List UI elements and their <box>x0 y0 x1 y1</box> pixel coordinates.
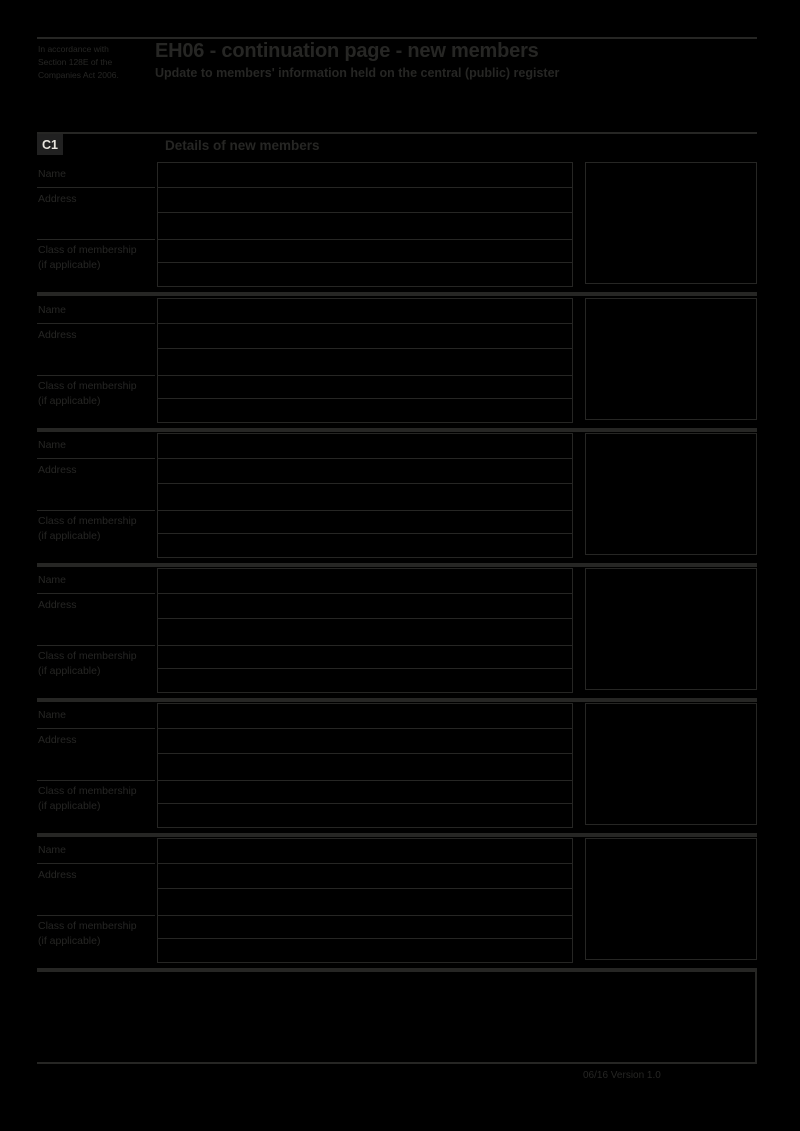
label-column-divider <box>37 375 155 376</box>
member-entry-block <box>0 568 800 704</box>
address-line2-input[interactable] <box>158 349 572 376</box>
block-divider <box>37 968 757 972</box>
name-label: Name <box>38 439 67 451</box>
member-entry-block <box>0 162 800 298</box>
class-of-membership-label-line1: Class of membership <box>38 380 137 392</box>
block-divider <box>37 563 757 567</box>
class-of-membership-label <box>38 243 137 273</box>
member-fields-box <box>157 568 573 693</box>
name-input[interactable] <box>158 704 572 729</box>
version-label: 06/16 Version 1.0 <box>583 1070 661 1081</box>
address-label: Address <box>38 599 77 611</box>
statutory-reference-line: Section 128E of the <box>38 57 113 67</box>
class-of-membership-line2-input[interactable] <box>158 804 572 827</box>
class-of-membership-label <box>38 649 137 679</box>
member-entry-block <box>0 298 800 434</box>
block-divider <box>37 833 757 837</box>
address-label: Address <box>38 869 77 881</box>
class-of-membership-label-line2: (if applicable) <box>38 800 101 812</box>
class-of-membership-label-line2: (if applicable) <box>38 530 101 542</box>
name-input[interactable] <box>158 299 572 324</box>
page-bottom-border <box>37 1062 757 1064</box>
address-line2-input[interactable] <box>158 754 572 781</box>
label-column-divider <box>37 187 155 188</box>
class-of-membership-label-line1: Class of membership <box>38 920 137 932</box>
block-divider <box>37 292 757 296</box>
label-column-divider <box>37 323 155 324</box>
class-of-membership-label <box>38 379 137 409</box>
block-divider <box>37 698 757 702</box>
form-subtitle: Update to members' information held on the central (public) register <box>155 66 560 80</box>
name-label: Name <box>38 844 67 856</box>
class-of-membership-label-line2: (if applicable) <box>38 395 101 407</box>
label-column-divider <box>37 915 155 916</box>
class-of-membership-label <box>38 514 137 544</box>
class-of-membership-line1-input[interactable] <box>158 916 572 939</box>
member-fields-box <box>157 703 573 828</box>
member-entry-block <box>0 703 800 839</box>
class-of-membership-line2-input[interactable] <box>158 399 572 422</box>
member-fields-box <box>157 838 573 963</box>
member-fields-box <box>157 298 573 423</box>
class-of-membership-line1-input[interactable] <box>158 511 572 534</box>
class-of-membership-label <box>38 919 137 949</box>
member-fields-box <box>157 433 573 558</box>
label-column-divider <box>37 645 155 646</box>
section-divider <box>37 132 757 134</box>
member-entry-block <box>0 838 800 974</box>
side-annotation-box <box>585 162 757 284</box>
class-of-membership-line1-input[interactable] <box>158 646 572 669</box>
address-line2-input[interactable] <box>158 619 572 646</box>
address-label: Address <box>38 734 77 746</box>
class-of-membership-label-line1: Class of membership <box>38 650 137 662</box>
header-divider <box>37 37 757 39</box>
statutory-reference-line: In accordance with <box>38 44 109 54</box>
section-code-badge: C1 <box>37 134 63 155</box>
label-column-divider <box>37 458 155 459</box>
address-line1-input[interactable] <box>158 324 572 349</box>
class-of-membership-label-line2: (if applicable) <box>38 259 101 271</box>
section-heading: Details of new members <box>165 138 320 153</box>
page-right-border <box>755 968 757 1063</box>
address-line2-input[interactable] <box>158 213 572 240</box>
class-of-membership-line2-input[interactable] <box>158 669 572 692</box>
side-annotation-box <box>585 838 757 960</box>
member-entry-block <box>0 433 800 569</box>
label-column-divider <box>37 728 155 729</box>
class-of-membership-line2-input[interactable] <box>158 939 572 962</box>
address-line1-input[interactable] <box>158 594 572 619</box>
class-of-membership-line1-input[interactable] <box>158 376 572 399</box>
statutory-reference <box>38 43 153 82</box>
member-fields-box <box>157 162 573 287</box>
class-of-membership-line1-input[interactable] <box>158 240 572 263</box>
class-of-membership-label-line2: (if applicable) <box>38 935 101 947</box>
address-label: Address <box>38 193 77 205</box>
address-label: Address <box>38 329 77 341</box>
side-annotation-box <box>585 433 757 555</box>
address-label: Address <box>38 464 77 476</box>
form-title: EH06 - continuation page - new members <box>155 40 539 62</box>
name-input[interactable] <box>158 434 572 459</box>
class-of-membership-line2-input[interactable] <box>158 534 572 557</box>
class-of-membership-label-line1: Class of membership <box>38 785 137 797</box>
side-annotation-box <box>585 568 757 690</box>
label-column-divider <box>37 510 155 511</box>
name-label: Name <box>38 168 67 180</box>
address-line1-input[interactable] <box>158 864 572 889</box>
side-annotation-box <box>585 703 757 825</box>
side-annotation-box <box>585 298 757 420</box>
name-label: Name <box>38 574 67 586</box>
name-input[interactable] <box>158 569 572 594</box>
address-line1-input[interactable] <box>158 729 572 754</box>
class-of-membership-label-line2: (if applicable) <box>38 665 101 677</box>
label-column-divider <box>37 780 155 781</box>
block-divider <box>37 428 757 432</box>
address-line1-input[interactable] <box>158 459 572 484</box>
name-input[interactable] <box>158 163 572 188</box>
class-of-membership-line2-input[interactable] <box>158 263 572 286</box>
name-label: Name <box>38 304 67 316</box>
label-column-divider <box>37 239 155 240</box>
name-label: Name <box>38 709 67 721</box>
address-line1-input[interactable] <box>158 188 572 213</box>
label-column-divider <box>37 863 155 864</box>
class-of-membership-label-line1: Class of membership <box>38 515 137 527</box>
address-line2-input[interactable] <box>158 889 572 916</box>
address-line2-input[interactable] <box>158 484 572 511</box>
name-input[interactable] <box>158 839 572 864</box>
statutory-reference-line: Companies Act 2006. <box>38 70 119 80</box>
label-column-divider <box>37 593 155 594</box>
class-of-membership-label-line1: Class of membership <box>38 244 137 256</box>
class-of-membership-line1-input[interactable] <box>158 781 572 804</box>
class-of-membership-label <box>38 784 137 814</box>
